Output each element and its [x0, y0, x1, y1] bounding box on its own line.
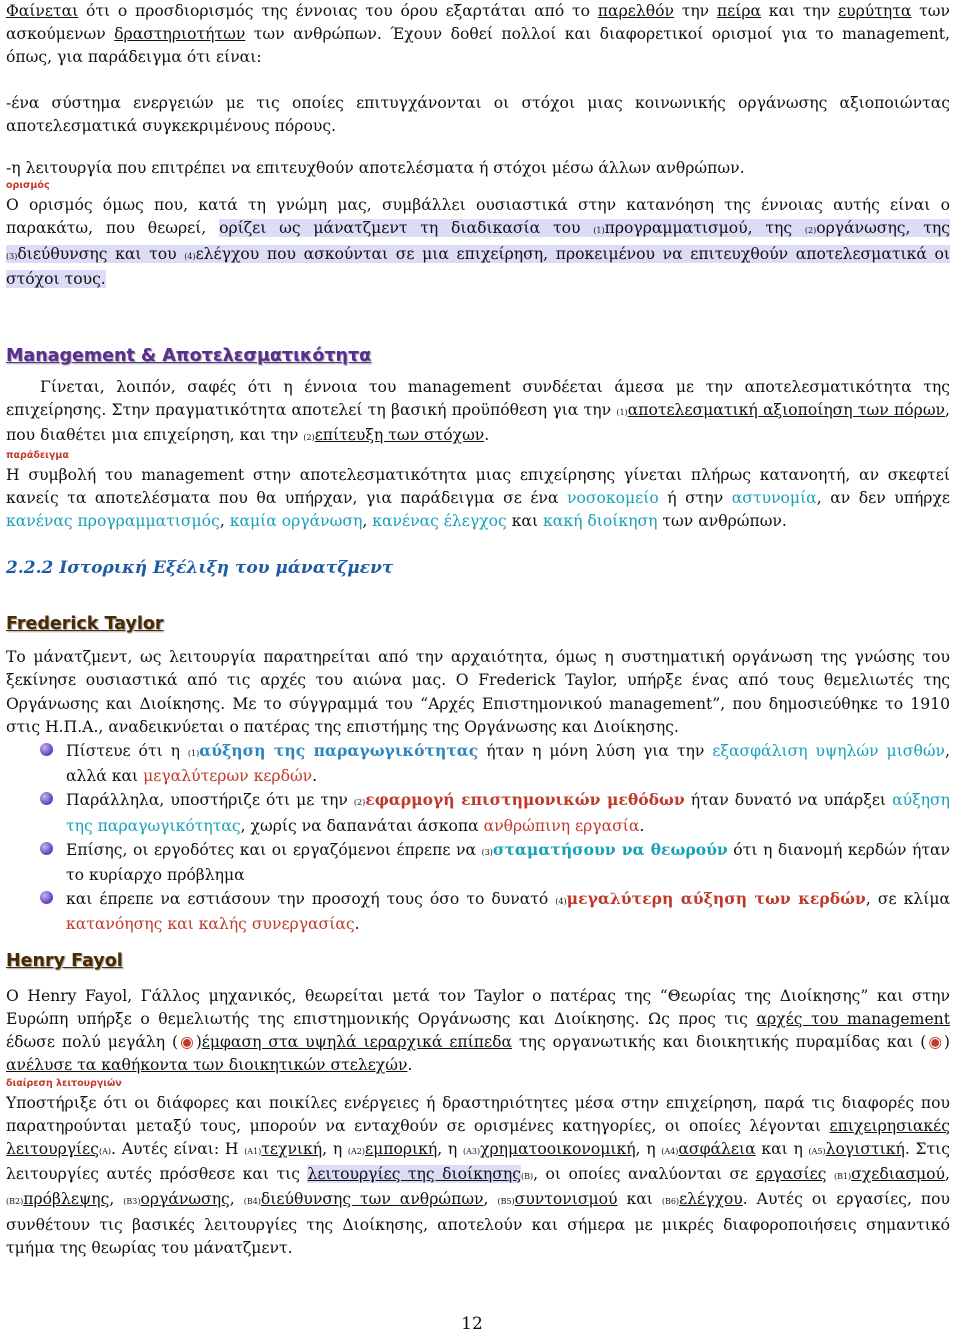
heading-historical-evolution: 2.2.2 Ιστορική Εξέλιξη του μάνατζμεντ [6, 558, 394, 579]
underlined-text: έμφαση στα υψηλά ιεραρχικά επίπεδα [201, 1033, 513, 1052]
text: , [219, 512, 230, 531]
text: . [312, 767, 318, 786]
text: , [229, 1190, 244, 1209]
colored-text: κανένας έλεγχος [372, 512, 507, 531]
document-page [6, 0, 950, 1260]
text: και την [761, 2, 839, 20]
text: οργάνωσης, της [816, 219, 950, 238]
bullet-icon [40, 792, 53, 805]
colored-text: κατανόησης και καλής συνεργασίας [66, 915, 355, 934]
text: ορίζει ως μάνατζμεντ τη διαδικασία του [219, 219, 594, 238]
text: την [673, 2, 717, 20]
marker: (A5) [808, 1146, 826, 1156]
marker: (2) [353, 798, 366, 808]
underlined-text: οργάνωσης [140, 1190, 230, 1209]
underlined-text: επιχειρησιακές λειτουργίες [6, 1116, 950, 1158]
marker: (B3) [123, 1197, 141, 1207]
bullet-taylor-2 [6, 788, 950, 837]
text: και [617, 1190, 662, 1209]
text: Πίστευε ότι η [66, 742, 188, 761]
marker: (A2) [347, 1146, 365, 1156]
marker: (A1) [244, 1146, 262, 1156]
text: των ανθρώπων. [657, 512, 787, 531]
underlined-text: χρηματοοικονομική [480, 1139, 636, 1158]
text: των ασκούμενων [6, 2, 950, 44]
emphasis-text: μεγαλύτερη αύξηση των κερδών [566, 889, 866, 909]
text: και η [755, 1139, 809, 1158]
text: , σε κλίμα [865, 890, 950, 909]
link-parelthon[interactable]: παρελθόν [597, 2, 674, 20]
text: . Αυτές είναι: Η [111, 1139, 245, 1158]
marker: (1) [187, 749, 200, 759]
text: ότι η διανομή κερδών ήταν το κυρίαρχο πρόβλημα [66, 840, 950, 885]
heading-frederick-taylor: Frederick Taylor [6, 614, 164, 635]
text: διεύθυνσης και του [17, 244, 185, 263]
text: , χωρίς να δαπανάται άσκοπα [240, 816, 484, 835]
label-example: παράδειγμα [6, 449, 69, 461]
text: . [354, 915, 360, 934]
colored-text: νοσοκομείο [566, 488, 659, 507]
marker: (4) [184, 251, 196, 261]
text: , αλλά και [66, 742, 951, 786]
functions-paragraph [6, 1092, 950, 1260]
text: Γίνεται, λοιπόν, σαφές ότι η έννοια του management συνδέεται άμεσα με την αποτελεσματικότητα της επιχείρησης. Στην πραγματικότητα αποτελεί τη βασική προϋπόθεση για την [6, 378, 950, 420]
underlined-text: ελέγχου [679, 1190, 743, 1209]
heading-management-effectiveness: Management & Αποτελεσματικότητα [6, 346, 372, 367]
marker: (B2) [6, 1197, 24, 1207]
underlined-text: πρόβλεψης [23, 1190, 110, 1209]
text: ή στην [658, 488, 732, 507]
text: έδωσε πολύ μεγάλη ( [6, 1033, 179, 1052]
colored-text: μεγαλύτερων κερδών [143, 767, 313, 786]
text: , η [322, 1139, 348, 1158]
text: , η [437, 1139, 463, 1158]
bullet-taylor-4 [6, 887, 950, 936]
marker: (B6) [661, 1197, 680, 1207]
underlined-text: ανέλυσε τα καθήκοντα των διοικητικών στελεχών [6, 1056, 408, 1075]
marker: (B4) [243, 1197, 261, 1207]
underlined-text: εργασίες [755, 1165, 827, 1184]
marker: (B1) [833, 1172, 852, 1182]
text: ότι ο προσδιορισμός της έννοιας του όρου εξαρτάται από το [78, 2, 598, 20]
target-icon: ◉ [178, 1033, 196, 1052]
text: Επίσης, οι εργοδότες και οι εργαζόμενοι έπρεπε να [66, 840, 482, 859]
colored-text: αστυνομία [731, 488, 817, 507]
text: . [639, 816, 645, 835]
marker: (3) [6, 251, 18, 261]
text: , [945, 1165, 950, 1184]
underlined-text: σχεδιασμού [851, 1165, 946, 1184]
bullet-taylor-1 [6, 739, 950, 788]
marker: (A3) [462, 1146, 481, 1156]
bullet-icon [40, 743, 53, 756]
colored-text: κακή διοίκηση [543, 512, 658, 531]
text: και [506, 512, 544, 531]
text: Παράλληλα, υποστήριζε ότι με την [66, 791, 354, 810]
label-definition: ορισμός [6, 180, 50, 192]
text: των ανθρώπων. Έχουν δοθεί πολλοί και διαφορετικοί ορισμοί για το management, όπως, για παράδειγμα ότι είναι: [6, 25, 950, 67]
link-drastiriotiton[interactable]: δραστηριοτήτων [114, 25, 246, 44]
colored-text: αύξηση της παραγωγικότητας [66, 791, 950, 835]
marker: (1) [593, 226, 605, 236]
text: , που διαθέτει μια επιχείρηση, και την [6, 401, 951, 445]
underlined-text: αποτελεσματική αξιοποίηση των πόρων [627, 401, 946, 420]
page-number: 12 [461, 1314, 483, 1334]
text: ) [943, 1033, 951, 1052]
text: Η συμβολή του management στην αποτελεσματικότητα μιας επιχείρησης γίνεται πλήρως κατανοητή, αν σκεφτεί κανείς τα αποτελέσματα που θα υπήρχαν, για παράδειγμα σε ένα [6, 465, 950, 507]
target-icon: ◉ [926, 1033, 944, 1052]
text: προγραμματισμού, της [604, 219, 805, 238]
marker: (A4) [661, 1146, 679, 1156]
underlined-text: τεχνική [261, 1139, 323, 1158]
text: Υποστήριξε ότι οι διάφορες και ποικίλες ενέργειες ή δραστηριότητες μέσα στην επιχείρηση, παρά τις διαφορές που παρατηρούνται μεταξύ τους, μπορούν να ενταχθούν σε ορισμένες κατηγορίες, οι οποίες λέγονται [6, 1093, 950, 1135]
marker: (A) [98, 1146, 112, 1156]
underlined-text: αρχές του management [756, 1009, 950, 1028]
text: . [407, 1056, 413, 1075]
text: , οι οποίες αναλύονται σε [533, 1165, 756, 1184]
definition-1: -ένα σύστημα ενεργειών με τις οποίες επιτυγχάνονται οι στόχοι μιας κοινωνικής οργάνωσης αξιοποιώντας αποτελεσματικά συγκεκριμένους πόρους. [6, 93, 950, 135]
link-peira[interactable]: πείρα [716, 2, 762, 20]
example-paragraph [6, 464, 950, 534]
colored-text: κανένας προγραμματισμός [6, 512, 220, 531]
link-fainetai[interactable]: Φαίνεται [6, 2, 79, 20]
underlined-text: διεύθυνσης των ανθρώπων [260, 1190, 484, 1209]
bullet-icon [40, 891, 53, 904]
underlined-text: ασφάλεια [678, 1139, 756, 1158]
text: ) [195, 1033, 202, 1052]
definition-paragraph [6, 194, 950, 291]
emphasis-text: εφαρμογή επιστημονικών μεθόδων [365, 790, 685, 810]
heading-henry-fayol: Henry Fayol [6, 950, 123, 971]
definition-2: -η λειτουργία που επιτρέπει να επιτευχθούν αποτελέσματα ή στόχοι μέσω άλλων ανθρώπων. [6, 159, 745, 178]
marker: (1) [616, 408, 628, 418]
text: ήταν δυνατό να υπάρξει [684, 791, 893, 810]
marker: (2) [804, 226, 817, 236]
text: Ο Henry Fayol, Γάλλος μηχανικός, θεωρείται μετά τον Taylor ο πατέρας της “Θεωρίας της Διοίκησης” και στην Ευρώπη υπήρξε ο θεμελιωτής της επιστημονικής Οργάνωσης και Διοίκησης. Ως προς τις [6, 986, 950, 1028]
text: Ο ορισμός όμως που, κατά τη γνώμη μας, συμβάλλει ουσιαστικά στην κατανόηση της έννοιας αυτής είναι ο παρακάτω, που θεωρεί, [6, 196, 950, 238]
emphasis-text: σταματήσουν να θεωρούν [492, 839, 728, 859]
underlined-text: λειτουργίες της διοίκησης [307, 1165, 521, 1184]
link-eyrytita[interactable]: ευρύτητα [838, 2, 912, 20]
text: , η [635, 1139, 662, 1158]
text: ήταν η μόνη λύση για την [478, 742, 713, 761]
marker: (2) [303, 433, 315, 443]
text: , [109, 1190, 124, 1209]
text: και έπρεπε να εστιάσουν την προσοχή τους όσο το δυνατό [66, 890, 556, 909]
bullet-taylor-3 [6, 838, 950, 887]
fayol-paragraph [6, 985, 950, 1078]
colored-text: καμία οργάνωση [229, 512, 363, 531]
text: . [484, 426, 490, 445]
text: . Στις λειτουργίες αυτές πρόσθεσε και τις [6, 1139, 950, 1184]
effectiveness-paragraph [6, 376, 950, 450]
marker: (B5) [497, 1197, 515, 1207]
text: , [362, 512, 373, 531]
marker: (3) [481, 847, 493, 857]
text: ελέγχου που ασκούνται σε μια επιχείρηση, προκειμένου να επιτευχθούν αποτελεσματικά οι στόχοι τους. [6, 244, 950, 288]
marker: (B) [520, 1172, 534, 1182]
underlined-text: συντονισμού [514, 1190, 618, 1209]
colored-text: εξασφάλιση υψηλών μισθών [712, 742, 946, 761]
text: της οργανωτικής και διοικητικής πυραμίδας και ( [512, 1033, 927, 1052]
intro-paragraph [6, 0, 950, 70]
colored-text: ανθρώπινη εργασία [483, 816, 640, 835]
text: , [483, 1190, 498, 1209]
marker: (4) [555, 897, 567, 907]
taylor-paragraph: Το μάνατζμεντ, ως λειτουργία παρατηρείται από την αρχαιότητα, όμως η συστηματική οργάνωση της γνώσης του ξεκίνησε ουσιαστικά από τις αρχές του αιώνα μας. Ο Frederick Taylor, υπήρξε ένας από τους θεμελιωτές της Οργάνωσης και Διοίκησης. Με το σύγγραμμά του “Αρχές Επιστημονικού management”, που δημοσιεύθηκε το 1910 στις Η.Π.Α., αναδεικνύεται ο πατέρας της επιστήμης της Οργάνωσης και Διοίκησης. [6, 648, 950, 736]
underlined-text: λογιστική [825, 1139, 905, 1158]
text: , αν δεν υπήρχε [816, 488, 950, 507]
label-division-functions: διαίρεση λειτουργιών [6, 1077, 122, 1089]
text: . Αυτές οι εργασίες, που συνθέτουν τις βασικές λειτουργίες της Διοίκησης, αποτελούν και σήμερα με μικρές διαφοροποιήσεις σημαντικό τμήμα της θεωρίας του μάνατζμεντ. [6, 1190, 950, 1257]
underlined-text: επίτευξη των στόχων [314, 426, 485, 445]
bullet-icon [40, 842, 53, 855]
underlined-text: εμπορική [364, 1139, 438, 1158]
emphasis-text: αύξηση της παραγωγικότητας [199, 741, 479, 761]
